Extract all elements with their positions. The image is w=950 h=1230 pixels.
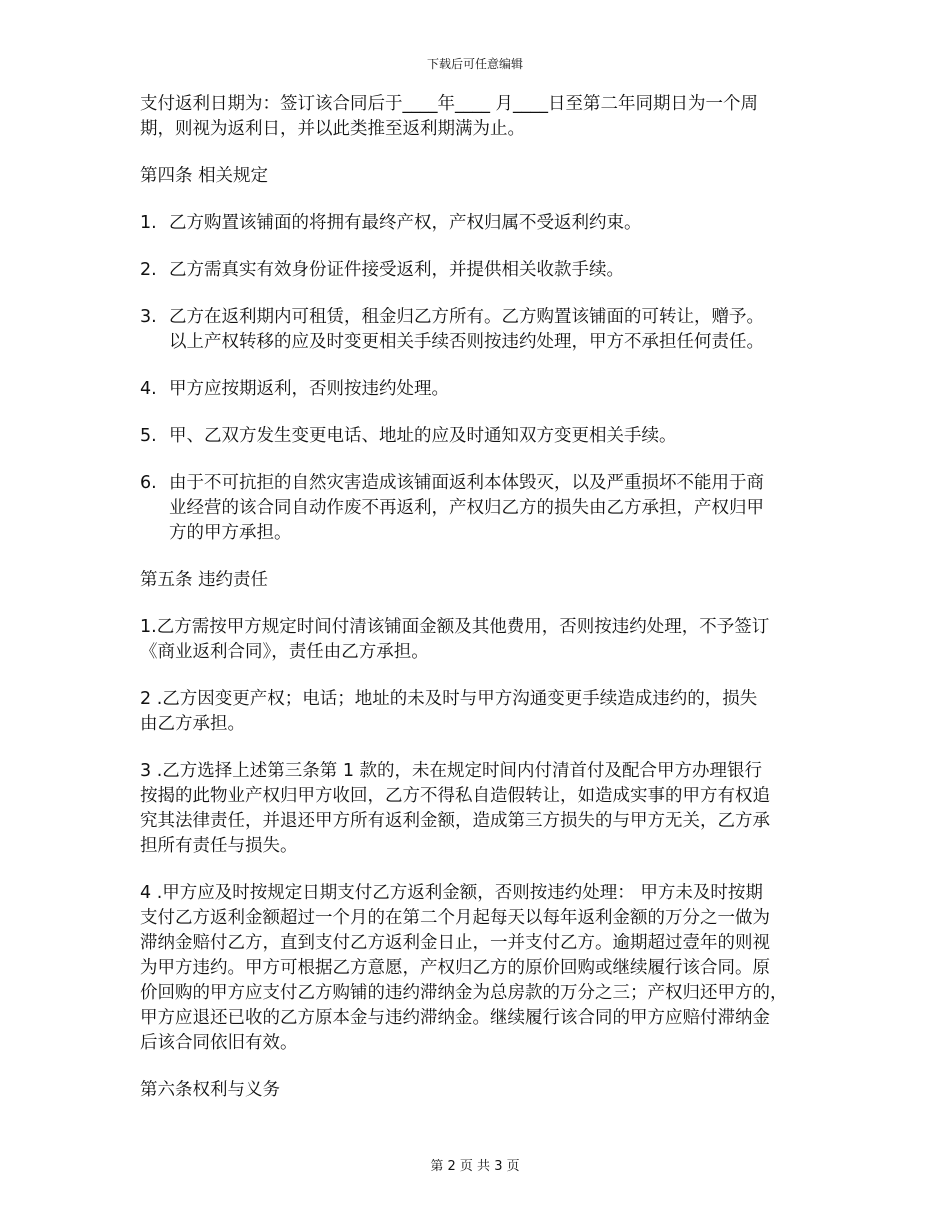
text-line: 后该合同依旧有效。 bbox=[140, 1033, 298, 1053]
item-number: 1. bbox=[140, 213, 157, 233]
article-4-item-1 bbox=[140, 211, 820, 236]
text-line: 期，则视为返利日，并以此类推至返利期满为止。 bbox=[140, 119, 525, 139]
article-4-item-3 bbox=[140, 305, 820, 355]
text-line: 为甲方违约。甲方可根据乙方意愿，产权归乙方的原价回购或继续履行该合同。原 bbox=[140, 958, 770, 978]
article-6-title: 第六条权利与义务 bbox=[140, 1080, 280, 1100]
text-line: 甲方应按期返利，否则按违约处理。 bbox=[169, 379, 449, 399]
item-number: 4. bbox=[140, 379, 157, 399]
text-line: 价回购的甲方应支付乙方购铺的违约滞纳金为总房款的万分之三；产权归还甲方的， bbox=[140, 983, 788, 1003]
item-number: 6. bbox=[140, 473, 157, 493]
text-line: 《商业返利合同》，责任由乙方承担。 bbox=[140, 642, 429, 662]
article-5-paragraph-3 bbox=[140, 759, 820, 859]
article-4-item-2 bbox=[140, 258, 820, 283]
page-footer: 第 2 页 共 3 页 bbox=[430, 1159, 520, 1174]
text-line: 由乙方承担。 bbox=[140, 714, 245, 734]
text-line: 支付乙方返利金额超过一个月的在第二个月起每天以每年返利金额的万分之一做为 bbox=[140, 908, 770, 928]
article-4-item-5 bbox=[140, 424, 820, 449]
text-line: 3 .乙方选择上述第三条第 1 款的，未在规定时间内付清首付及配合甲方办理银行 bbox=[140, 761, 763, 781]
text-line: 2 .乙方因变更产权；电话；地址的未及时与甲方沟通变更手续造成违约的，损失 bbox=[140, 689, 758, 709]
item-number: 3. bbox=[140, 307, 157, 327]
text-line: 按揭的此物业产权归甲方收回，乙方不得私自造假转让，如造成实事的甲方有权追 bbox=[140, 786, 770, 806]
text-line: 方的甲方承担。 bbox=[169, 523, 292, 543]
document-body bbox=[140, 92, 820, 1125]
text-line: 乙方购置该铺面的将拥有最终产权，产权归属不受返利约束。 bbox=[169, 213, 642, 233]
article-5-paragraph-1 bbox=[140, 615, 820, 665]
article-5-title: 第五条 违约责任 bbox=[140, 570, 269, 590]
text-line: 甲、乙双方发生变更电话、地址的应及时通知双方变更相关手续。 bbox=[169, 426, 677, 446]
article-5-paragraph-2 bbox=[140, 687, 820, 737]
text-line: 担所有责任与损失。 bbox=[140, 836, 298, 856]
intro-paragraph bbox=[140, 92, 820, 142]
text-line: 由于不可抗拒的自然灾害造成该铺面返利本体毁灭，以及严重损坏不能用于商 bbox=[169, 473, 764, 493]
article-4-item-4 bbox=[140, 377, 820, 402]
text-line: 业经营的该合同自动作废不再返利，产权归乙方的损失由乙方承担，产权归甲 bbox=[169, 498, 764, 518]
text-line: 4 .甲方应及时按规定日期支付乙方返利金额，否则按违约处理： 甲方未及时按期 bbox=[140, 883, 763, 903]
article-4-item-6 bbox=[140, 471, 820, 546]
article-4-title: 第四条 相关规定 bbox=[140, 166, 269, 186]
text-line: 滞纳金赔付乙方，直到支付乙方返利金日止，一并支付乙方。逾期超过壹年的则视 bbox=[140, 933, 770, 953]
article-5-paragraph-4 bbox=[140, 881, 820, 1056]
text-line: 甲方应退还已收的乙方原本金与违约滞纳金。继续履行该合同的甲方应赔付滞纳金 bbox=[140, 1008, 770, 1028]
text-line: 究其法律责任，并退还甲方所有返利金额，造成第三方损失的与甲方无关，乙方承 bbox=[140, 811, 770, 831]
text-line: 以上产权转移的应及时变更相关手续否则按违约处理，甲方不承担任何责任。 bbox=[169, 332, 764, 352]
text-line: 支付返利日期为：签订该合同后于____年____ 月____日至第二年同期日为一个周 bbox=[140, 94, 759, 114]
text-line: 乙方需真实有效身份证件接受返利，并提供相关收款手续。 bbox=[169, 260, 624, 280]
text-line: 1.乙方需按甲方规定时间付清该铺面金额及其他费用，否则按违约处理，不予签订 bbox=[140, 617, 770, 637]
item-number: 5. bbox=[140, 426, 157, 446]
page-header: 下载后可任意编辑 bbox=[426, 57, 523, 71]
text-line: 乙方在返利期内可租赁，租金归乙方所有。乙方购置该铺面的可转让，赠予。 bbox=[169, 307, 764, 327]
item-number: 2. bbox=[140, 260, 157, 280]
